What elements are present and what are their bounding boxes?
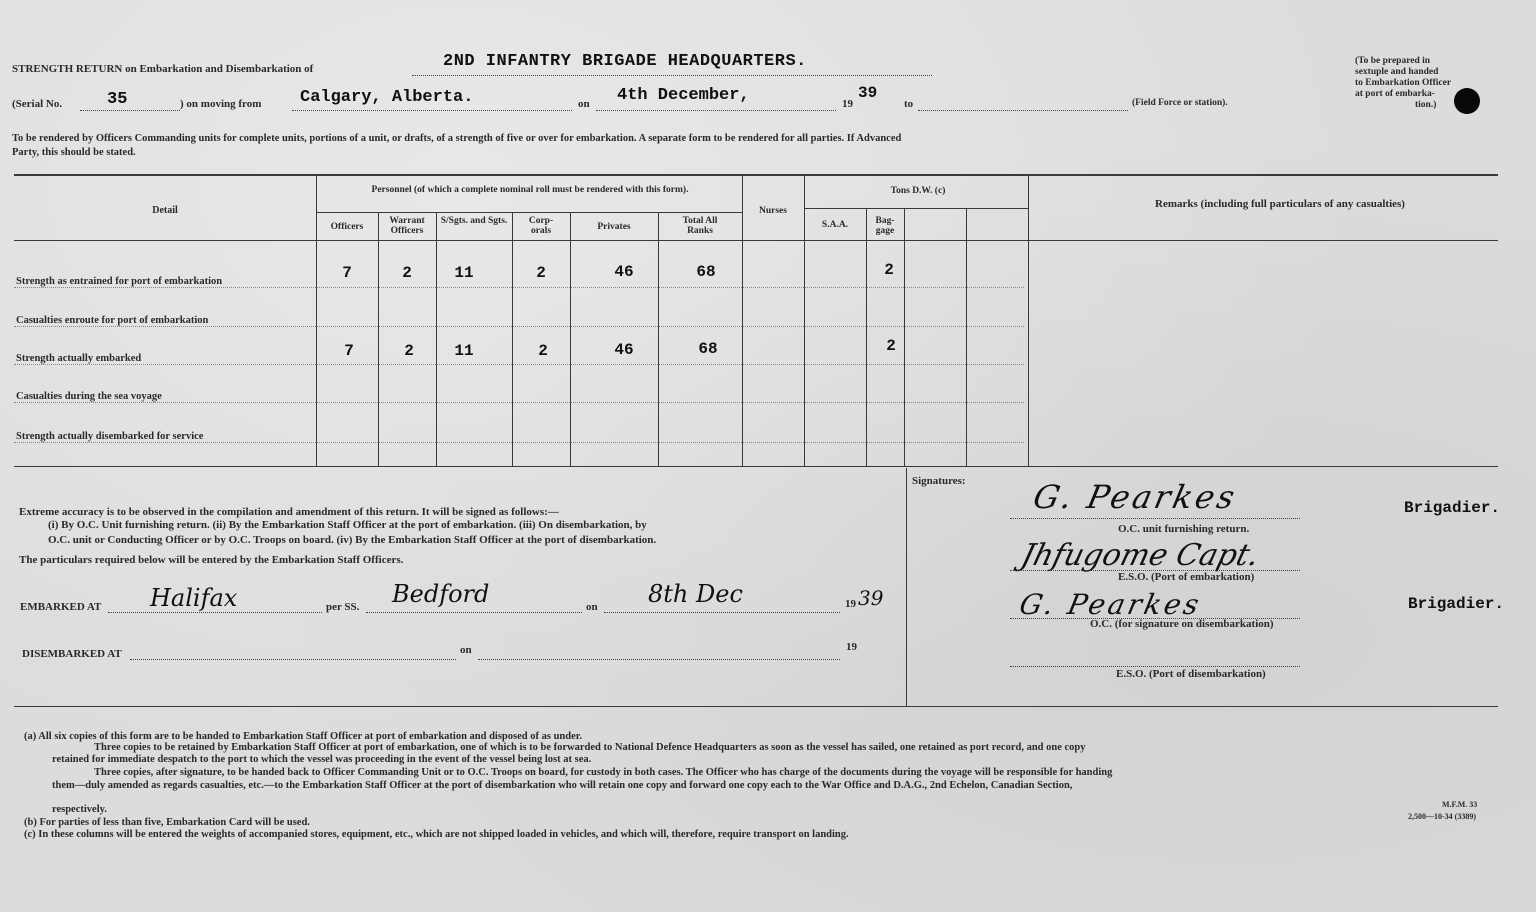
middle-bottom-rule	[14, 706, 1498, 707]
oc-signature: G. Pearkes	[1029, 478, 1241, 516]
row-rule	[14, 326, 1024, 327]
table-bottom-rule	[14, 466, 1498, 467]
col-divider	[866, 208, 867, 466]
col-divider	[378, 212, 379, 466]
cell-baggage: 2	[886, 337, 896, 355]
row-rule	[14, 402, 1024, 403]
col-header-sgts: S/Sgts. and Sgts.	[440, 216, 508, 226]
form-number: M.F.M. 33	[1442, 800, 1478, 809]
embarked-label: EMBARKED AT	[20, 601, 102, 613]
accuracy-line-2: (i) By O.C. Unit furnishing return. (ii) By the Embarkation Staff Officer at the port of embarkation. (iii) On disembarkation, by	[48, 519, 647, 531]
serial-rule	[80, 110, 180, 111]
tons-subheader-rule	[804, 208, 1028, 209]
ship-rule	[366, 612, 582, 613]
footnote-a-line-6: respectively.	[52, 804, 107, 815]
row-label: Strength actually disembarked for service	[16, 431, 204, 442]
date-rule	[596, 110, 836, 111]
baggage-header: Bag-gage	[875, 216, 895, 236]
cell-warrant-officers: 2	[404, 342, 414, 360]
row-label: Casualties enroute for port of embarkation	[16, 315, 209, 326]
moving-from-rule	[292, 110, 572, 111]
row-rule	[14, 442, 1024, 443]
row-label: Strength actually embarked	[16, 353, 142, 364]
disembarked-label: DISEMBARKED AT	[22, 648, 122, 660]
footnote-a-line-1: (a) All six copies of this form are to be handed to Embarkation Staff Officer at port of embarkation and disposed of as under.	[24, 731, 583, 742]
disembarked-rule	[130, 659, 456, 660]
col-header-corporals: Corp-orals	[528, 216, 554, 236]
footnote-a-line-5: them—duly amended as regards casualties, etc.—to the Embarkation Staff Officer at the port of disembarkation who will retain one copy and forward one copy each to the War Office and D.A.G., 2nd Echelon, Canadian Section,	[52, 780, 1073, 791]
eso-disembark-rule	[1010, 666, 1300, 667]
detail-header: Detail	[152, 205, 178, 216]
col-header-privates: Privates	[597, 222, 631, 232]
signatures-heading: Signatures:	[912, 475, 966, 487]
instruction-line-2: Party, this should be stated.	[12, 147, 136, 158]
cell-sgts: 11	[454, 342, 474, 360]
footnote-b: (b) For parties of less than five, Embarkation Card will be used.	[24, 817, 310, 828]
oc-signature-rule	[1010, 518, 1300, 519]
col-divider	[316, 176, 317, 466]
col-divider	[658, 212, 659, 466]
cell-corporals: 2	[538, 342, 548, 360]
embark-date-rule	[604, 612, 840, 613]
cell-privates: 46	[614, 341, 634, 359]
field-force-label: (Field Force or station).	[1132, 98, 1228, 108]
col-divider	[570, 212, 571, 466]
oc-disembark-signature: G. Pearkes	[1016, 588, 1205, 621]
col-header-officers: Officers	[330, 222, 364, 232]
embarked-rule	[108, 612, 322, 613]
per-ss-label: per SS.	[326, 601, 360, 613]
year-prefix: 19	[842, 98, 853, 110]
remarks-header: Remarks (including full particulars of any casualties)	[1155, 198, 1405, 210]
col-divider	[1028, 176, 1029, 466]
prepare-note: (To be prepared in sextuple and handed to Embarkation Officer at port of embarka- tion.)	[1355, 56, 1452, 110]
row-rule	[14, 287, 1024, 288]
cell-baggage: 2	[884, 261, 894, 279]
ship-value: Bedford	[392, 580, 490, 608]
moving-from-label: ) on moving from	[180, 98, 262, 110]
embark-date-value: 8th Dec	[648, 580, 743, 608]
embarked-value: Halifax	[150, 584, 238, 612]
eso-label: E.S.O. (Port of embarkation)	[1118, 571, 1255, 583]
punch-hole	[1454, 88, 1480, 114]
embark-on-label: on	[586, 601, 598, 613]
table-header-rule	[14, 240, 1498, 241]
col-divider	[436, 212, 437, 466]
cell-officers: 7	[342, 264, 352, 282]
row-rule	[14, 364, 1024, 365]
unit-name: 2ND INFANTRY BRIGADE HEADQUARTERS.	[443, 52, 807, 71]
serial-label: (Serial No.	[12, 98, 63, 110]
personnel-header: Personnel (of which a complete nominal roll must be rendered with this form).	[371, 185, 689, 195]
cell-corporals: 2	[536, 264, 546, 282]
cell-sgts: 11	[454, 264, 474, 282]
oc-disembark-rank: Brigadier.	[1408, 595, 1505, 613]
col-header-total: Total All Ranks	[682, 216, 718, 236]
cell-privates: 46	[614, 263, 634, 281]
eso-disembark-label: E.S.O. (Port of disembarkation)	[1116, 668, 1266, 680]
instruction-line-1: To be rendered by Officers Commanding units for complete units, portions of a unit, or drafts, of a strength of five or over for embarkation. A separate form to be rendered for all parties. If Advanced	[12, 133, 902, 144]
oc-disembark-label: O.C. (for signature on disembarkation)	[1090, 618, 1274, 630]
oc-rank: Brigadier.	[1404, 499, 1501, 517]
oc-label: O.C. unit furnishing return.	[1118, 523, 1250, 535]
row-label: Casualties during the sea voyage	[16, 391, 162, 402]
embark-year-value: 39	[858, 586, 884, 610]
cell-officers: 7	[344, 342, 354, 360]
embark-year-prefix: 19	[845, 598, 856, 610]
year-suffix: 39	[858, 84, 878, 102]
signature-divider	[906, 468, 907, 706]
col-divider	[742, 176, 743, 466]
title-rule	[412, 75, 932, 76]
footnote-c: (c) In these columns will be entered the weights of accompanied stores, equipment, etc., which are not shipped loaded in vehicles, and which will, therefore, require transport on landing.	[24, 829, 849, 840]
row-label: Strength as entrained for port of embarkation	[16, 276, 223, 287]
on-label: on	[578, 98, 590, 110]
personnel-subheader-rule	[316, 212, 742, 213]
moving-from-value: Calgary, Alberta.	[300, 88, 474, 107]
footnote-a-line-4: Three copies, after signature, to be handed back to Officer Commanding Unit or to O.C. Troops on board, for custody in both cases. The Officer who has charge of the documents during the voyage will be responsible for handing	[94, 767, 1113, 778]
tons-header: Tons D.W. (c)	[890, 186, 946, 196]
accuracy-line-3: O.C. unit or Conducting Officer or by O.C. Troops on board. (iv) By the Embarkation Staff Officer at the port of disembarkation.	[48, 534, 657, 546]
saa-header: S.A.A.	[821, 220, 849, 230]
footnote-a-line-2: Three copies to be retained by Embarkation Staff Officer at port of embarkation, one of which is to be forwarded to National Defence Headquarters as soon as the vessel has sailed, one retained as port record, and one copy	[94, 742, 1086, 753]
form-title-prefix: STRENGTH RETURN on Embarkation and Disembarkation of	[12, 63, 314, 75]
accuracy-line-4: The particulars required below will be entered by the Embarkation Staff Officers.	[19, 554, 404, 566]
disembark-on-label: on	[460, 644, 472, 656]
form-print-code: 2,500—10-34 (3389)	[1408, 812, 1476, 821]
col-divider	[966, 208, 967, 466]
table-top-rule	[14, 174, 1498, 176]
date-value: 4th December,	[617, 86, 750, 105]
nurses-header: Nurses	[759, 206, 787, 216]
col-header-warrant-officers: Warrant Officers	[389, 216, 425, 236]
to-rule	[918, 110, 1128, 111]
accuracy-line-1: Extreme accuracy is to be observed in the compilation and amendment of this return. It will be signed as follows:—	[19, 506, 559, 518]
footnote-a-line-3: retained for immediate despatch to the port to which the vessel was proceeding in the event of the vessel being lost at sea.	[52, 754, 592, 765]
cell-warrant-officers: 2	[402, 264, 412, 282]
disembark-year-prefix: 19	[846, 641, 857, 653]
col-divider	[512, 212, 513, 466]
eso-signature: Jhfugome Capt.	[1017, 538, 1263, 573]
disembark-date-rule	[478, 659, 840, 660]
cell-total: 68	[696, 263, 716, 281]
cell-total: 68	[698, 340, 718, 358]
to-label: to	[904, 98, 914, 110]
serial-value: 35	[107, 90, 128, 109]
